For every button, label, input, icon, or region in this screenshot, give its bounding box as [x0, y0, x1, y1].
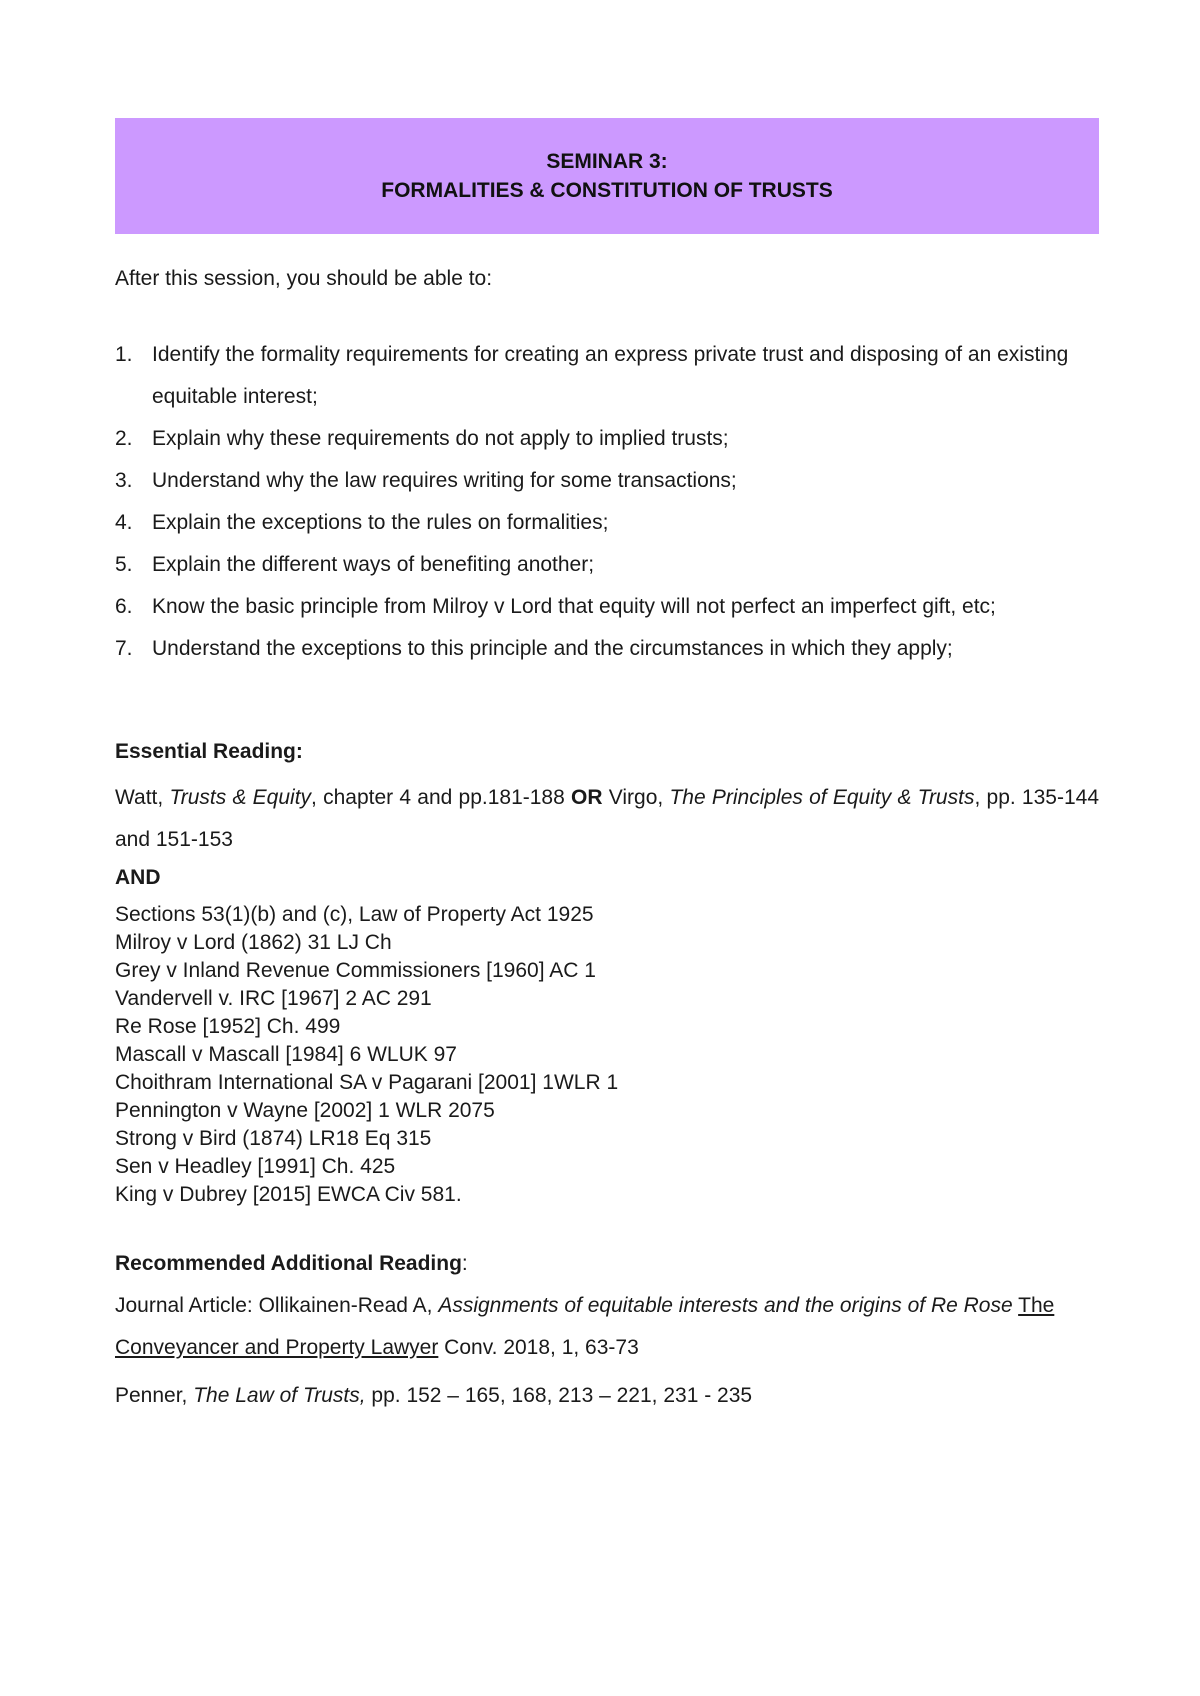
- text-run: pp. 152 – 165, 168, 213 – 221, 231 - 235: [365, 1384, 753, 1407]
- learning-outcomes-list: [115, 334, 1099, 670]
- text-run: Penner,: [115, 1384, 194, 1407]
- list-number: 4.: [115, 511, 133, 534]
- case-item: Choithram International SA v Pagarani [2001] 1WLR 1: [115, 1071, 619, 1094]
- or-label: OR: [571, 786, 603, 809]
- list-item: [115, 502, 1099, 544]
- case-item: Sen v Headley [1991] Ch. 425: [115, 1155, 396, 1178]
- list-text: Explain why these requirements do not apply to implied trusts;: [152, 427, 729, 450]
- list-number: 2.: [115, 427, 133, 450]
- case-item: Strong v Bird (1874) LR18 Eq 315: [115, 1127, 432, 1150]
- essential-reading-heading: Essential Reading:: [115, 740, 303, 763]
- book-title-penner: The Law of Trusts,: [193, 1384, 366, 1407]
- journal-article-entry: [115, 1285, 1099, 1369]
- text-run: , pp. 135-144 and 151-153: [115, 786, 1099, 851]
- list-item: [115, 544, 1099, 586]
- list-item: [115, 586, 1099, 628]
- article-title: Assignments of equitable interests and the origins of Re Rose: [438, 1294, 1013, 1317]
- intro-text: After this session, you should be able to:: [115, 267, 493, 290]
- penner-entry: [115, 1375, 1099, 1417]
- text-run: Conv. 2018, 1, 63-73: [438, 1336, 639, 1359]
- case-item: Re Rose [1952] Ch. 499: [115, 1015, 341, 1038]
- case-item: Mascall v Mascall [1984] 6 WLUK 97: [115, 1043, 457, 1066]
- list-number: 3.: [115, 469, 133, 492]
- text-run: , chapter 4 and pp.181-188: [311, 786, 572, 809]
- list-text: Understand why the law requires writing for some transactions;: [152, 469, 737, 492]
- and-heading: AND: [115, 866, 161, 889]
- list-number: 1.: [115, 343, 133, 366]
- list-text: Identify the formality requirements for creating an express private trust and disposing of an existing equitable interest;: [152, 343, 1069, 408]
- case-item: Grey v Inland Revenue Commissioners [1960] AC 1: [115, 959, 596, 982]
- case-item: Pennington v Wayne [2002] 1 WLR 2075: [115, 1099, 495, 1122]
- book-title-virgo: The Principles of Equity & Trusts: [669, 786, 975, 809]
- list-text: Know the basic principle from Milroy v Lord that equity will not perfect an imperfect gift, etc;: [152, 595, 996, 618]
- essential-reading-text: [115, 777, 1099, 861]
- list-text: Explain the different ways of benefiting another;: [152, 553, 595, 576]
- list-item: [115, 460, 1099, 502]
- seminar-title-banner: [115, 118, 1099, 234]
- book-title-watt: Trusts & Equity: [169, 786, 312, 809]
- list-number: 5.: [115, 553, 133, 576]
- text-run: Journal Article: Ollikainen-Read A,: [115, 1294, 439, 1317]
- case-item: Milroy v Lord (1862) 31 LJ Ch: [115, 931, 392, 954]
- case-item: Vandervell v. IRC [1967] 2 AC 291: [115, 987, 432, 1010]
- list-number: 6.: [115, 595, 133, 618]
- heading-text: Recommended Additional Reading: [115, 1252, 462, 1275]
- list-text: Explain the exceptions to the rules on formalities;: [152, 511, 609, 534]
- list-item: [115, 628, 1099, 670]
- list-item: [115, 418, 1099, 460]
- seminar-number: SEMINAR 3:: [546, 150, 668, 173]
- list-text: Understand the exceptions to this principle and the circumstances in which they apply;: [152, 637, 953, 660]
- list-number: 7.: [115, 637, 133, 660]
- heading-colon: :: [461, 1252, 468, 1275]
- list-item: [115, 334, 1099, 418]
- journal-name: The Conveyancer and Property Lawyer: [115, 1294, 1055, 1359]
- recommended-reading-heading: [115, 1249, 1099, 1279]
- case-item: King v Dubrey [2015] EWCA Civ 581.: [115, 1183, 462, 1206]
- cases-list: [115, 901, 1099, 1209]
- document-page: [115, 118, 1099, 1417]
- case-item: Sections 53(1)(b) and (c), Law of Property Act 1925: [115, 903, 594, 926]
- text-run: Watt,: [115, 786, 170, 809]
- text-run: Virgo,: [602, 786, 670, 809]
- seminar-title: FORMALITIES & CONSTITUTION OF TRUSTS: [381, 179, 833, 202]
